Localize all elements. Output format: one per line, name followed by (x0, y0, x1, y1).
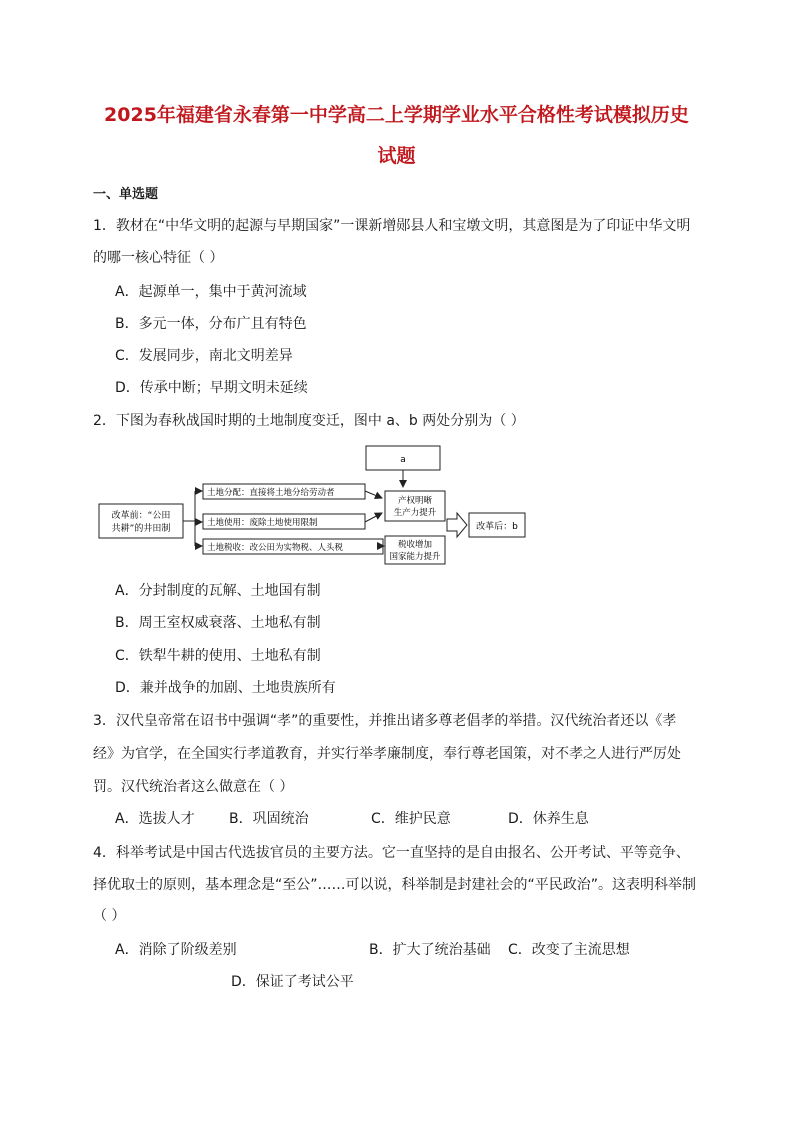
question-4-option-c: C．改变了主流思想 (508, 942, 630, 958)
question-1-option-d: D．传承中断；早期文明未延续 (115, 380, 308, 396)
big-arrow-icon (447, 513, 467, 537)
question-2-stem-line1: 2．下图为春秋战国时期的土地制度变迁，图中 a、b 两处分别为（ ） (93, 413, 525, 429)
measure-2-label: 土地使用：废除土地使用限制 (207, 518, 318, 528)
question-2-option-b: B．周王室权威衰落、土地私有制 (115, 615, 321, 631)
result-2-line1: 税收增加 (397, 540, 433, 550)
question-4-option-b: B．扩大了统治基础 (369, 942, 491, 958)
measure-3-label: 土地税收：改公田为实物税、人头税 (207, 543, 344, 553)
question-3-stem-line2: 经》为官学，在全国实行孝道教育，并实行举孝廉制度，奉行尊老国策，对不孝之人进行严厉处 (93, 746, 681, 762)
document-title-line1: 2025年福建省永春第一中学高二上学期学业水平合格性考试模拟历史 (104, 104, 689, 126)
measure-1-label: 土地分配：直接将土地分给劳动者 (207, 488, 335, 498)
section-heading: 一、单选题 (93, 187, 159, 202)
question-2-option-d: D．兼并战争的加剧、土地贵族所有 (115, 680, 336, 696)
question-2-option-c: C．铁犁牛耕的使用、土地私有制 (115, 648, 321, 664)
before-box-line2: 共耕”的井田制 (111, 524, 171, 534)
question-3-option-a: A．选拔人才 (115, 811, 195, 827)
document-title-line2: 试题 (377, 145, 416, 167)
question-3-stem-line1: 3．汉代皇帝常在诏书中强调“孝”的重要性，并推出诸多尊老倡孝的举措。汉代统治者还以《孝 (93, 713, 677, 729)
question-1-option-c: C．发展同步，南北文明差异 (115, 348, 293, 364)
question-1-stem-line2: 的哪一核心特征（ ） (93, 250, 224, 266)
question-2-option-a: A．分封制度的瓦解、土地国有制 (115, 583, 321, 599)
question-4-stem-line1: 4．科举考试是中国古代选拔官员的主要方法。它一直坚持的是自由报名、公开考试、平等竞争、 (93, 845, 690, 861)
question-3-option-d: D．休养生息 (508, 811, 589, 827)
question-1-option-a: A．起源单一，集中于黄河流域 (115, 284, 307, 300)
result-1-line1: 产权明晰 (397, 496, 433, 506)
question-3-option-b: B．巩固统治 (229, 811, 309, 827)
box-a-label: a (400, 455, 406, 465)
land-reform-diagram (95, 443, 530, 569)
result-2-line2: 国家能力提升 (389, 552, 441, 562)
question-4-stem-line3: （ ） (93, 908, 126, 924)
question-4-option-a: A．消除了阶级差别 (115, 942, 237, 958)
question-3-stem-line3: 罚。汉代统治者这么做意在（ ） (93, 779, 294, 795)
question-3-option-c: C．维护民意 (371, 811, 451, 827)
result-1-line2: 生产力提升 (393, 508, 437, 518)
question-1-option-b: B．多元一体，分布广且有特色 (115, 316, 307, 332)
before-box-line1: 改革前：“公田 (111, 511, 171, 521)
question-4-option-d: D．保证了考试公平 (231, 974, 354, 990)
question-4-stem-line2: 择优取士的原则，基本理念是“至公”……可以说，科举制是封建社会的“平民政治”。这表明科举制 (93, 877, 697, 893)
after-box-label: 改革后：b (476, 522, 518, 532)
question-1-stem-line1: 1．教材在“中华文明的起源与早期国家”一课新增郧县人和宝墩文明，其意图是为了印证中华文明 (93, 218, 691, 234)
